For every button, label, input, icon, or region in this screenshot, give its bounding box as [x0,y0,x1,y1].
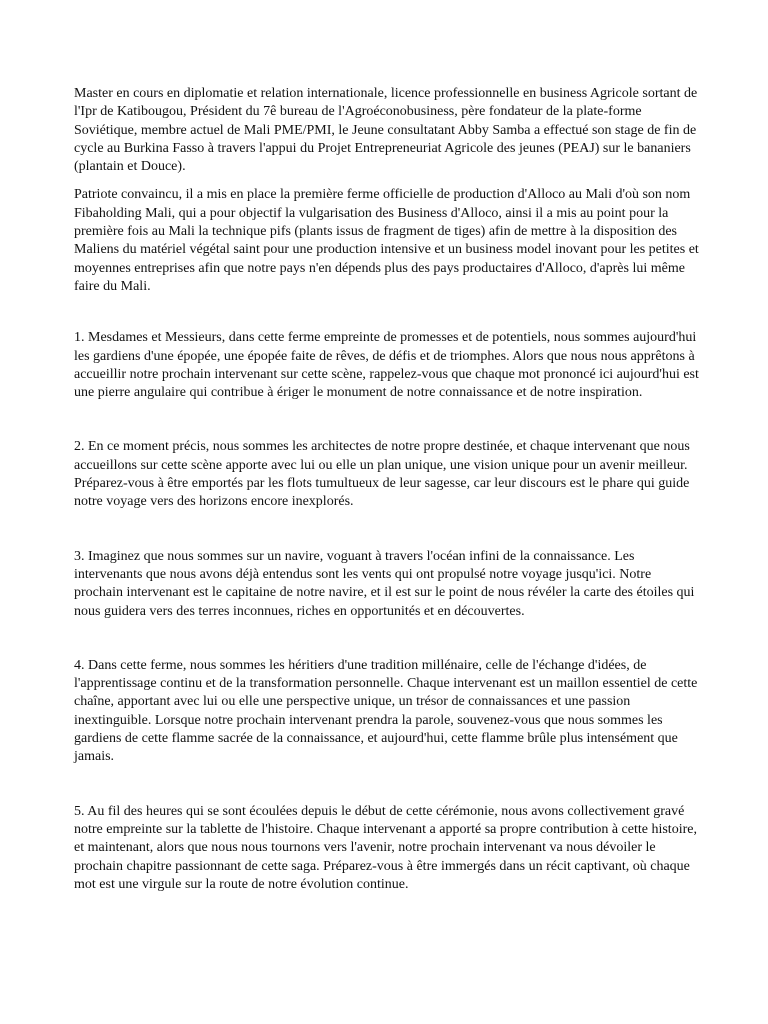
paragraph-bio: Master en cours en diplomatie et relation internationale, licence professionnelle en business Agricole sortant de l'Ipr de Katibougou, Président du 7ê bureau de l'Agroéconobusiness, père fondateur de la plate-forme Soviétique, membre actuel de Mali PME/PMI, le Jeune consultatant Abby Samba a effectué son stage de fin de cycle au Burkina Fasso à travers l'appui du Projet Entrepreneuriat Agricole des jeunes (PEAJ) sur le bananiers (plantain et Douce). [74,86,698,175]
paragraph-item-3: 3. Imaginez que nous sommes sur un navire, voguant à travers l'océan infini de la connaissance. Les intervenants que nous avons déjà entendus sont les vents qui ont propulsé notre voyage jusqu'ici. Notre prochain intervenant est le capitaine de notre navire, et il est sur le point de nous révéler la carte des étoiles qui nous guidera vers des terres inconnues, riches en opportunités et en découvertes. [74,548,695,619]
paragraph-item-1: 1. Mesdames et Messieurs, dans cette ferme empreinte de promesses et de potentiels, nous sommes aujourd'hui les gardiens d'une épopée, une épopée faite de rêves, de défis et de triomphes. Alors que nous nous apprêtons à accueillir notre prochain intervenant sur cette scène, rappelez-vous que chaque mot prononcé ici aujourd'hui est une pierre angulaire qui contribue à ériger le monument de notre connaissance et de notre inspiration. [74,330,699,401]
paragraph-farm: Patriote convaincu, il a mis en place la première ferme officielle de production d'Alloco au Mali d'où son nom Fibaholding Mali, qui a pour objectif la vulgarisation des Business d'Alloco, ainsi il a mis au point pour la première fois au Mali la technique pifs (plants issus de fragment de tiges) afin de mettre à la disposition des Maliens du matériel végétal saint pour une production intensive et un business model inovant pour les petites et moyennes entreprises afin que notre pays n'en dépends plus des pays productaires d'Alloco, d'après lui même faire du Mali. [74,187,699,294]
paragraph-item-5: 5. Au fil des heures qui se sont écoulées depuis le début de cette cérémonie, nous avons collectivement gravé notre empreinte sur la tablette de l'histoire. Chaque intervenant a apporté sa propre contribution à cette histoire, et maintenant, alors que nous nous tournons vers l'avenir, notre prochain intervenant va nous dévoiler le prochain chapitre passionnant de cette saga. Préparez-vous à être immergés dans un récit captivant, où chaque mot est une virgule sur la route de notre évolution continue. [74,803,697,892]
paragraph-item-2: 2. En ce moment précis, nous sommes les architectes de notre propre destinée, et chaque intervenant que nous accueillons sur cette scène apporte avec lui ou elle un plan unique, une vision unique pour un avenir meilleur. Préparez-vous à être emportés par les flots tumultueux de leur sagesse, car leur discours est le phare qui guide notre voyage vers des horizons encore inexplorés. [74,439,690,510]
document-page [74,85,699,894]
paragraph-item-4: 4. Dans cette ferme, nous sommes les héritiers d'une tradition millénaire, celle de l'échange d'idées, de l'apprentissage continu et de la transformation personnelle. Chaque intervenant est un maillon essentiel de cette chaîne, apportant avec lui ou elle une perspective unique, un trésor de connaissances et une passion inextinguible. Lorsque notre prochain intervenant prendra la parole, souvenez-vous que nous sommes les gardiens de cette flamme sacrée de la connaissance, et aujourd'hui, cette flamme brûle plus intensément que jamais. [74,657,698,765]
